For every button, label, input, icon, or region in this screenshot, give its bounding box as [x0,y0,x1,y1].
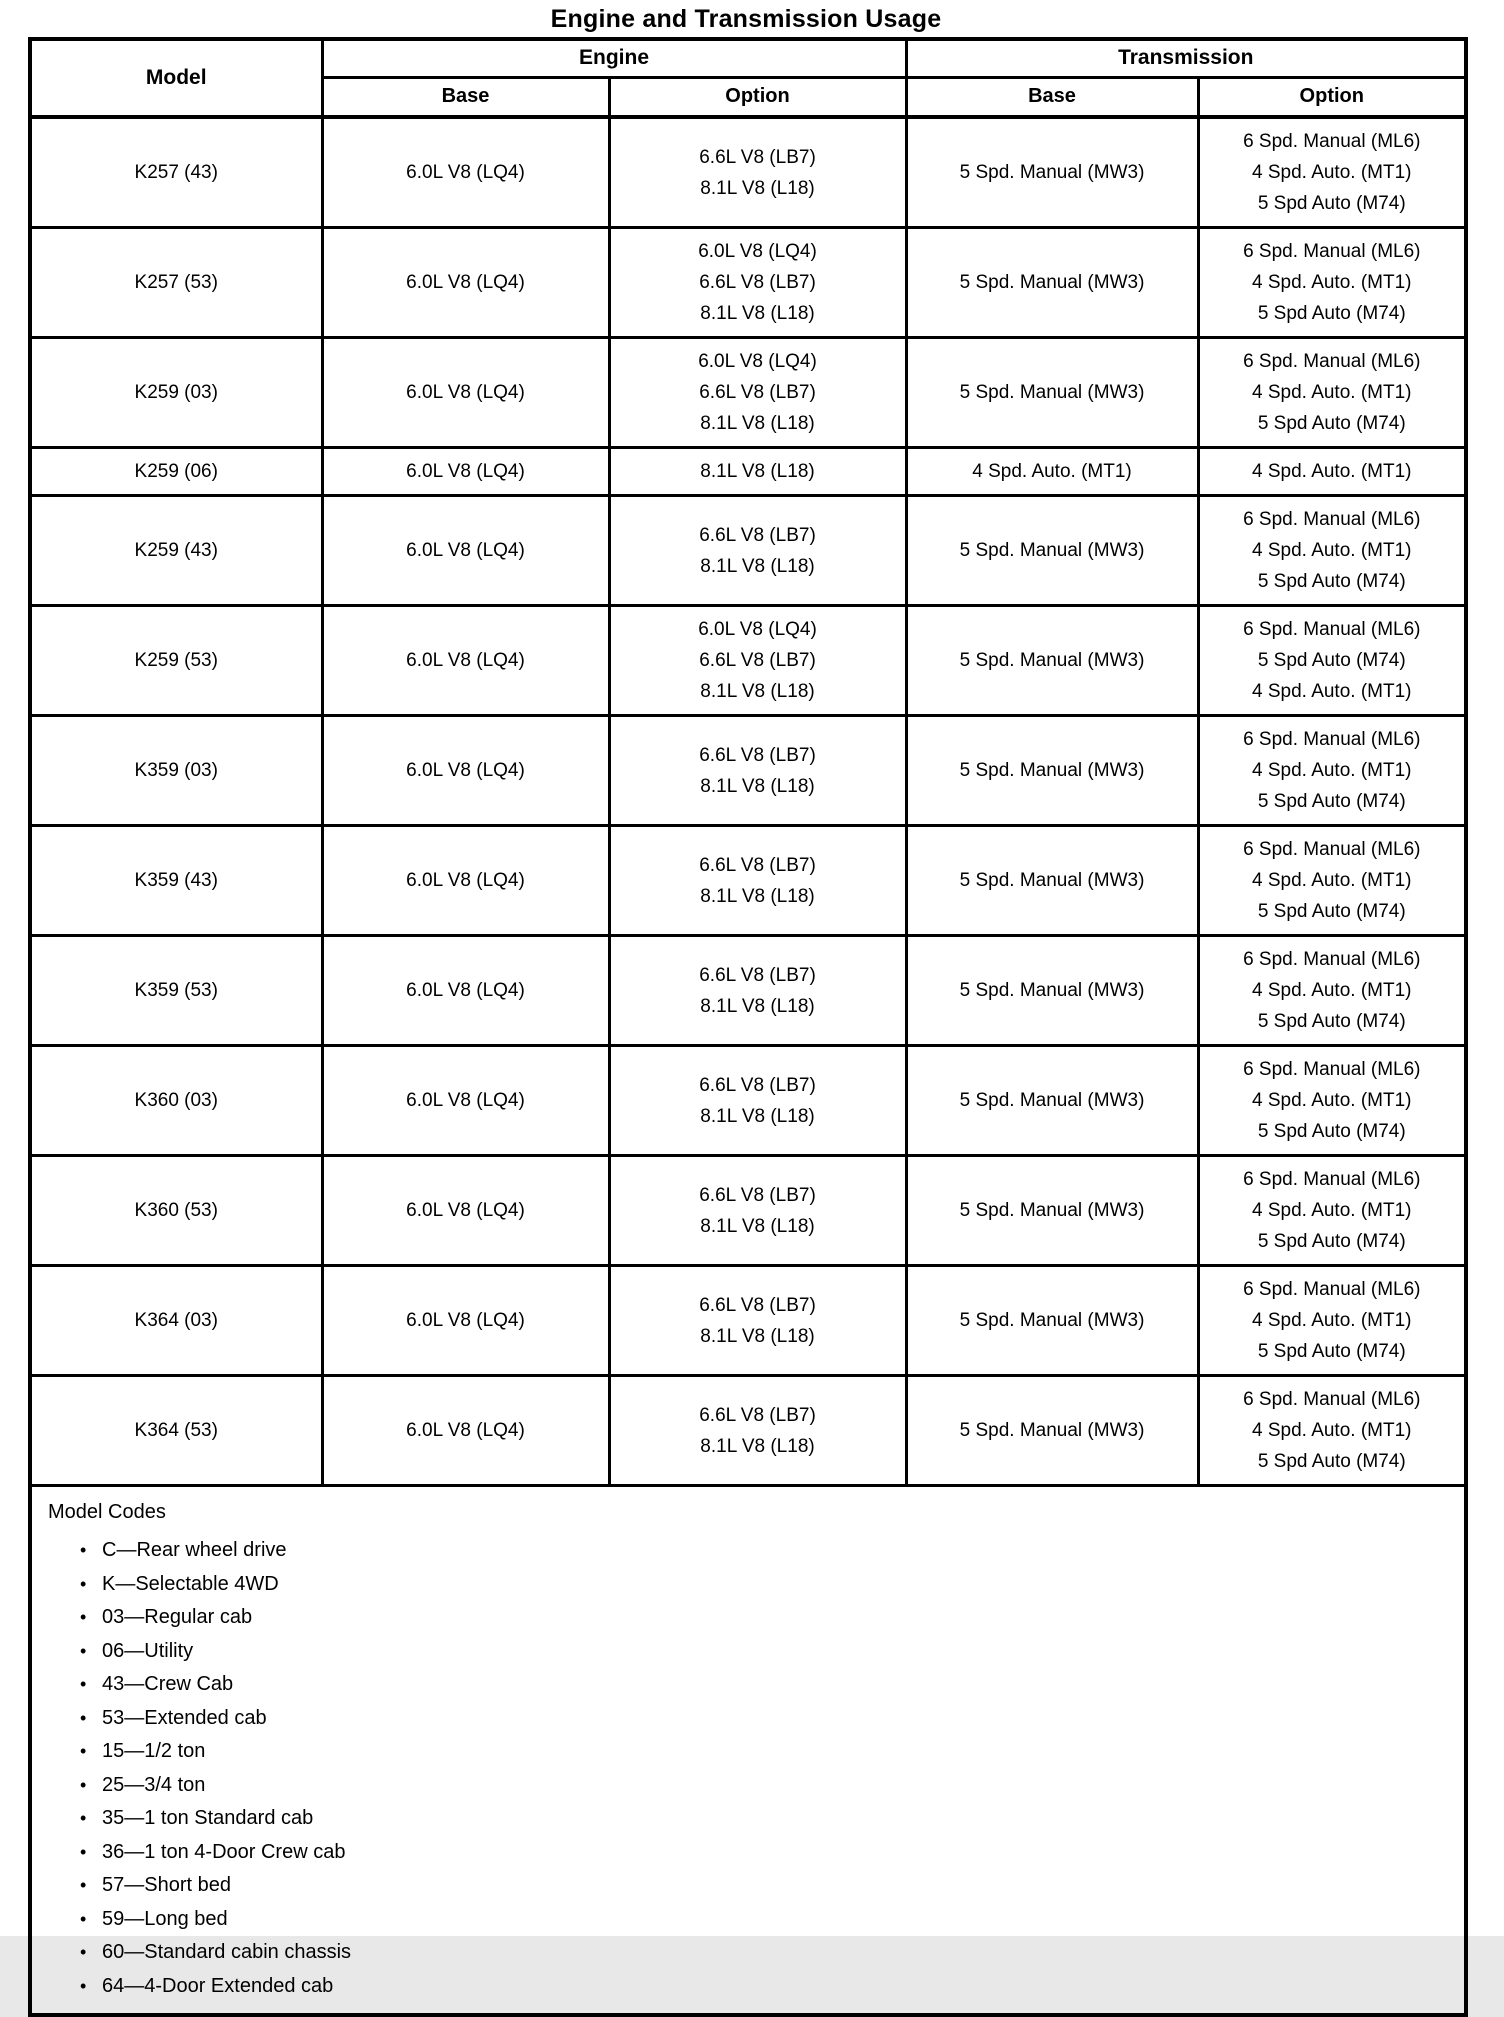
model-codes-section [30,1486,1466,2016]
engine-base-cell [322,1046,609,1156]
column-header-engine-option: Option [609,77,906,117]
engine-option-cell [609,826,906,936]
cell-line: K257 (53) [134,272,218,293]
model-cell [30,338,322,448]
model-cell [30,1156,322,1266]
cell-line: 6 Spd. Manual (ML6) [1243,1059,1421,1080]
cell-line: 4 Spd. Auto. (MT1) [1252,681,1412,702]
transmission-base-cell [906,1046,1198,1156]
cell-line: 6.0L V8 (LQ4) [406,1420,525,1441]
cell-line: 8.1L V8 (L18) [700,177,815,199]
cell-line: 6 Spd. Manual (ML6) [1243,351,1421,372]
cell-line: 6.6L V8 (LB7) [699,650,816,671]
cell-line: 6 Spd. Manual (ML6) [1243,619,1421,640]
cell-line: 5 Spd. Manual (MW3) [959,650,1145,671]
cell-line: K360 (53) [134,1200,218,1221]
transmission-option-cell [1198,716,1466,826]
cell-line: 5 Spd Auto (M74) [1257,413,1406,434]
column-header-engine-base: Base [322,77,609,117]
bullet-icon: • [80,1942,87,1962]
cell-line: 8.1L V8 (L18) [700,681,815,702]
cell-line: K359 (03) [134,760,218,781]
model-code-item [48,1635,1454,1669]
cell-line: 5 Spd Auto (M74) [1257,1011,1406,1032]
cell-line: 5 Spd Auto (M74) [1257,303,1406,324]
transmission-base-cell [906,496,1198,606]
cell-line: 8.1L V8 (L18) [700,1325,815,1347]
model-cell [30,1376,322,1486]
bullet-icon: • [80,1774,87,1795]
engine-base-cell [322,1156,609,1266]
engine-base-cell [322,606,609,716]
table-row [30,1156,1466,1266]
model-cell [30,826,322,936]
column-header-transmission: Transmission [906,39,1466,77]
engine-option-cell [609,228,906,338]
cell-line: 5 Spd. Manual (MW3) [959,1090,1145,1111]
engine-base-cell [322,117,609,228]
table-row [30,606,1466,716]
model-codes-cell [30,1486,1466,2016]
cell-line: K359 (53) [134,980,218,1001]
model-code-label: 25—3/4 ton [102,1773,206,1796]
model-code-item [48,1668,1454,1702]
model-codes-heading: Model Codes [48,1501,166,1523]
cell-line: 6 Spd. Manual (ML6) [1243,1279,1421,1300]
cell-line: 6.6L V8 (LB7) [699,524,816,546]
transmission-base-cell [906,338,1198,448]
engine-option-cell [609,936,906,1046]
cell-line: 5 Spd. Manual (MW3) [959,760,1145,781]
cell-line: 4 Spd. Auto. (MT1) [1252,272,1412,293]
table-body [30,117,1466,1486]
cell-line: 6.6L V8 (LB7) [699,1184,816,1206]
transmission-option-cell [1198,606,1466,716]
bullet-icon: • [80,1875,87,1895]
bullet-icon: • [80,1674,87,1694]
cell-line: 6 Spd. Manual (ML6) [1243,241,1421,262]
engine-option-cell [609,606,906,716]
engine-base-cell [322,338,609,448]
table-header [30,39,1466,117]
transmission-base-cell [906,716,1198,826]
cell-line: 6.0L V8 (LQ4) [406,650,525,671]
cell-line: K259 (43) [134,540,218,561]
model-cell [30,496,322,606]
bullet-icon: • [80,1573,87,1594]
engine-base-cell [322,1376,609,1486]
cell-line: 4 Spd. Auto. (MT1) [972,461,1132,482]
bullet-icon: • [80,1975,87,1996]
cell-line: 4 Spd. Auto. (MT1) [1252,382,1412,403]
cell-line: 6.0L V8 (LQ4) [698,351,817,372]
column-header-engine: Engine [322,39,906,77]
model-code-label: 59—Long bed [102,1907,228,1930]
model-cell [30,716,322,826]
cell-line: 5 Spd Auto (M74) [1257,650,1406,671]
model-code-item [48,1568,1454,1602]
cell-line: 6 Spd. Manual (ML6) [1243,949,1421,970]
cell-line: 5 Spd Auto (M74) [1257,1121,1406,1142]
engine-base-cell [322,228,609,338]
engine-base-cell [322,716,609,826]
cell-line: K259 (06) [134,461,218,482]
bullet-icon: • [80,1640,87,1661]
engine-option-cell [609,338,906,448]
cell-line: 6.0L V8 (LQ4) [406,162,525,183]
model-code-label: 60—Standard cabin chassis [102,1941,352,1963]
model-code-item [48,1534,1454,1568]
cell-line: 4 Spd. Auto. (MT1) [1252,760,1412,781]
cell-line: 6.0L V8 (LQ4) [406,1200,525,1221]
bullet-icon: • [80,1540,87,1560]
cell-line: 4 Spd. Auto. (MT1) [1252,980,1412,1001]
cell-line: K364 (03) [134,1310,218,1331]
transmission-base-cell [906,936,1198,1046]
cell-line: 6.6L V8 (LB7) [699,382,816,403]
engine-option-cell [609,716,906,826]
cell-line: 8.1L V8 (L18) [700,775,815,797]
cell-line: 5 Spd. Manual (MW3) [959,980,1145,1001]
transmission-option-cell [1198,826,1466,936]
cell-line: 5 Spd Auto (M74) [1257,791,1406,812]
transmission-base-cell [906,117,1198,228]
cell-line: 6 Spd. Manual (ML6) [1243,1169,1421,1190]
cell-line: 5 Spd Auto (M74) [1257,1451,1406,1472]
transmission-base-cell [906,1156,1198,1266]
engine-base-cell [322,826,609,936]
bullet-icon: • [80,1908,87,1929]
engine-base-cell [322,1266,609,1376]
engine-option-cell [609,448,906,496]
cell-line: 8.1L V8 (L18) [700,555,815,577]
cell-line: 8.1L V8 (L18) [700,461,815,482]
cell-line: 6.0L V8 (LQ4) [406,870,525,891]
cell-line: 6.6L V8 (LB7) [699,1294,816,1316]
transmission-base-cell [906,826,1198,936]
cell-line: 5 Spd Auto (M74) [1257,1231,1406,1252]
cell-line: 4 Spd. Auto. (MT1) [1252,870,1412,891]
cell-line: 6 Spd. Manual (ML6) [1243,509,1421,530]
model-code-item [48,1869,1454,1903]
table-row [30,1046,1466,1156]
model-cell [30,117,322,228]
cell-line: 5 Spd Auto (M74) [1257,193,1406,214]
transmission-option-cell [1198,1266,1466,1376]
header-group-row [30,39,1466,77]
transmission-option-cell [1198,117,1466,228]
model-code-item [48,1601,1454,1635]
cell-line: 6 Spd. Manual (ML6) [1243,839,1421,860]
cell-line: 4 Spd. Auto. (MT1) [1252,1090,1412,1111]
cell-line: 5 Spd. Manual (MW3) [959,870,1145,891]
model-code-item [48,1802,1454,1836]
model-cell [30,448,322,496]
table-row [30,1266,1466,1376]
cell-line: 5 Spd Auto (M74) [1257,571,1406,592]
transmission-option-cell [1198,338,1466,448]
engine-option-cell [609,1046,906,1156]
model-cell [30,228,322,338]
table-row [30,228,1466,338]
cell-line: 5 Spd. Manual (MW3) [959,1200,1145,1221]
cell-line: K364 (53) [134,1420,218,1441]
transmission-base-cell [906,1266,1198,1376]
transmission-base-cell [906,1376,1198,1486]
transmission-option-cell [1198,936,1466,1046]
engine-transmission-table [28,37,1468,2017]
model-code-label: C—Rear wheel drive [102,1539,287,1561]
cell-line: 6.6L V8 (LB7) [699,1074,816,1096]
cell-line: 4 Spd. Auto. (MT1) [1252,1200,1412,1221]
bullet-icon: • [80,1741,87,1761]
model-codes-list [48,1534,1454,2003]
model-codes-row [30,1486,1466,2016]
model-code-label: 36—1 ton 4-Door Crew cab [102,1840,346,1863]
table-row [30,716,1466,826]
cell-line: 6.6L V8 (LB7) [699,964,816,986]
bullet-icon: • [80,1607,87,1627]
engine-base-cell [322,496,609,606]
transmission-option-cell [1198,1156,1466,1266]
column-header-transmission-option: Option [1198,77,1466,117]
cell-line: K259 (03) [134,382,218,403]
cell-line: 8.1L V8 (L18) [700,1215,815,1237]
cell-line: 6.0L V8 (LQ4) [406,1090,525,1111]
cell-line: 5 Spd Auto (M74) [1257,1341,1406,1362]
cell-line: 6 Spd. Manual (ML6) [1243,1389,1421,1410]
cell-line: 6.0L V8 (LQ4) [406,382,525,403]
cell-line: 6.6L V8 (LB7) [699,146,816,168]
cell-line: 6.6L V8 (LB7) [699,272,816,293]
bullet-icon: • [80,1808,87,1828]
transmission-option-cell [1198,1376,1466,1486]
transmission-option-cell [1198,496,1466,606]
cell-line: 5 Spd. Manual (MW3) [959,272,1145,293]
cell-line: 5 Spd. Manual (MW3) [959,1310,1145,1331]
engine-option-cell [609,117,906,228]
transmission-base-cell [906,448,1198,496]
table-row [30,338,1466,448]
engine-option-cell [609,496,906,606]
model-code-label: 06—Utility [102,1639,194,1662]
engine-option-cell [609,1266,906,1376]
model-code-label: 57—Short bed [102,1874,231,1896]
cell-line: 5 Spd. Manual (MW3) [959,382,1145,403]
transmission-base-cell [906,606,1198,716]
model-code-item [48,1970,1454,2004]
cell-line: 6.6L V8 (LB7) [699,744,816,766]
cell-line: K257 (43) [134,162,218,183]
cell-line: 4 Spd. Auto. (MT1) [1252,1420,1412,1441]
table-row [30,448,1466,496]
cell-line: 8.1L V8 (L18) [700,1105,815,1127]
model-code-label: 43—Crew Cab [102,1673,234,1695]
model-code-label: 03—Regular cab [102,1606,253,1628]
transmission-option-cell [1198,1046,1466,1156]
table-row [30,1376,1466,1486]
cell-line: 6 Spd. Manual (ML6) [1243,729,1421,750]
model-code-item [48,1702,1454,1736]
document-body [28,0,1464,2017]
table-row [30,117,1466,228]
model-cell [30,1046,322,1156]
bullet-icon: • [80,1841,87,1862]
cell-line: 5 Spd Auto (M74) [1257,901,1406,922]
model-code-label: 53—Extended cab [102,1706,267,1729]
model-cell [30,606,322,716]
cell-line: 4 Spd. Auto. (MT1) [1252,540,1412,561]
cell-line: 6.0L V8 (LQ4) [698,619,817,640]
model-cell [30,1266,322,1376]
cell-line: 6.0L V8 (LQ4) [406,760,525,781]
page-title: Engine and Transmission Usage [550,5,942,33]
cell-line: K360 (03) [134,1090,218,1111]
cell-line: 6.0L V8 (LQ4) [406,980,525,1001]
model-code-item [48,1936,1454,1970]
model-code-item [48,1769,1454,1803]
transmission-option-cell [1198,228,1466,338]
cell-line: K359 (43) [134,870,218,891]
cell-line: 6.6L V8 (LB7) [699,1404,816,1426]
model-code-label: 64—4-Door Extended cab [102,1974,334,1997]
engine-option-cell [609,1156,906,1266]
model-code-item [48,1735,1454,1769]
engine-option-cell [609,1376,906,1486]
model-code-label: 35—1 ton Standard cab [102,1807,314,1829]
cell-line: 6 Spd. Manual (ML6) [1243,131,1421,152]
table-row [30,826,1466,936]
column-header-model: Model [30,39,322,117]
cell-line: 6.6L V8 (LB7) [699,854,816,876]
cell-line: 6.0L V8 (LQ4) [698,241,817,262]
cell-line: 8.1L V8 (L18) [700,413,815,434]
column-header-transmission-base: Base [906,77,1198,117]
table-row [30,496,1466,606]
bullet-icon: • [80,1707,87,1728]
cell-line: 8.1L V8 (L18) [700,303,815,324]
model-code-label: 15—1/2 ton [102,1740,206,1762]
cell-line: 5 Spd. Manual (MW3) [959,1420,1145,1441]
model-code-item [48,1836,1454,1870]
cell-line: 5 Spd. Manual (MW3) [959,162,1145,183]
cell-line: K259 (53) [134,650,218,671]
cell-line: 8.1L V8 (L18) [700,995,815,1017]
cell-line: 8.1L V8 (L18) [700,885,815,907]
model-code-label: K—Selectable 4WD [102,1572,279,1595]
model-cell [30,936,322,1046]
cell-line: 6.0L V8 (LQ4) [406,272,525,293]
transmission-base-cell [906,228,1198,338]
table-row [30,936,1466,1046]
engine-base-cell [322,448,609,496]
cell-line: 4 Spd. Auto. (MT1) [1252,162,1412,183]
cell-line: 4 Spd. Auto. (MT1) [1252,1310,1412,1331]
cell-line: 8.1L V8 (L18) [700,1435,815,1457]
model-code-item [48,1903,1454,1937]
cell-line: 4 Spd. Auto. (MT1) [1252,461,1412,482]
cell-line: 6.0L V8 (LQ4) [406,540,525,561]
transmission-option-cell [1198,448,1466,496]
cell-line: 5 Spd. Manual (MW3) [959,540,1145,561]
cell-line: 6.0L V8 (LQ4) [406,461,525,482]
cell-line: 6.0L V8 (LQ4) [406,1310,525,1331]
engine-base-cell [322,936,609,1046]
